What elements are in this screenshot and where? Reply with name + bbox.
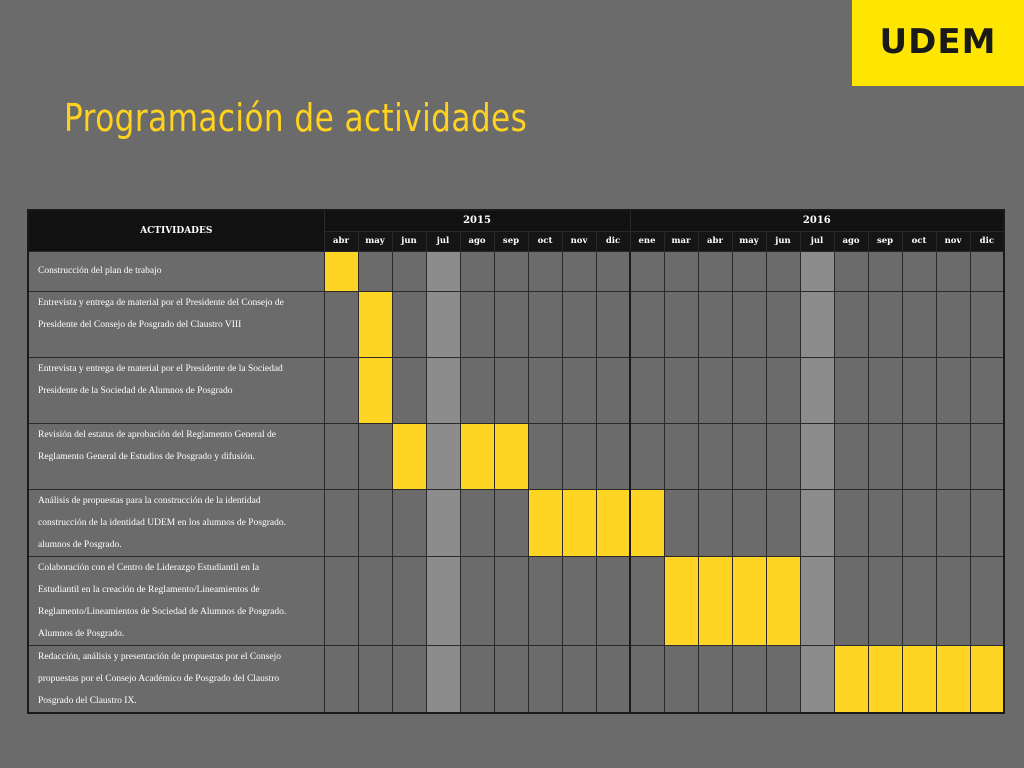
month-header: sep [868,231,902,251]
schedule-cell [528,556,562,645]
schedule-cell [902,489,936,556]
schedule-cell [358,251,392,291]
schedule-cell [596,645,630,713]
schedule-cell [834,423,868,489]
month-header: mar [664,231,698,251]
schedule-cell [596,357,630,423]
schedule-cell [902,251,936,291]
schedule-cell [970,489,1004,556]
schedule-cell [630,423,664,489]
month-header: jun [392,231,426,251]
udem-logo [852,0,1024,86]
schedule-cell [426,645,460,713]
schedule-cell-active [902,645,936,713]
schedule-cell [766,357,800,423]
schedule-cell [664,251,698,291]
schedule-cell [834,357,868,423]
schedule-cell [868,291,902,357]
schedule-cell [664,423,698,489]
schedule-cell [698,489,732,556]
activity-label [28,423,324,489]
schedule-cell [970,357,1004,423]
activity-row [28,357,1004,423]
page-title: Programación de actividades [64,96,528,140]
month-header: sep [494,231,528,251]
schedule-cell [800,489,834,556]
schedule-cell [970,251,1004,291]
activity-label-line: Reglamento/Lineamientos de Sociedad de Alumnos de Posgrado. [38,606,287,617]
schedule-cell [426,489,460,556]
activity-label-line: Construcción del plan de trabajo [38,265,162,276]
schedule-cell [698,291,732,357]
activity-label-line: Colaboración con el Centro de Liderazgo Estudiantil en la [38,562,260,573]
month-header: ene [630,231,664,251]
schedule-cell [630,357,664,423]
schedule-cell [766,251,800,291]
schedule-cell [324,645,358,713]
schedule-cell [902,423,936,489]
schedule-cell [936,556,970,645]
schedule-cell [664,357,698,423]
month-header: oct [528,231,562,251]
schedule-cell [902,291,936,357]
schedule-cell [324,357,358,423]
month-header: may [732,231,766,251]
schedule-cell-active [392,423,426,489]
month-header: nov [562,231,596,251]
activity-row [28,489,1004,556]
schedule-cell [800,423,834,489]
activity-label-line: Presidente del Consejo de Posgrado del Claustro VIII [38,319,242,330]
schedule-cell [800,556,834,645]
schedule-cell [970,423,1004,489]
schedule-cell [460,291,494,357]
schedule-cell-active [460,423,494,489]
activity-label-line: alumnos de Posgrado. [38,539,122,550]
schedule-cell-active [358,357,392,423]
schedule-cell [732,489,766,556]
schedule-cell [834,251,868,291]
schedule-cell [324,556,358,645]
schedule-cell [698,645,732,713]
schedule-cell-active [766,556,800,645]
activity-label [28,357,324,423]
activity-label [28,645,324,713]
schedule-cell [970,556,1004,645]
schedule-cell [664,645,698,713]
schedule-cell [562,645,596,713]
schedule-cell [732,357,766,423]
activity-label-line: construcción de la identidad UDEM en los alumnos de Posgrado. [38,517,287,528]
year-header-2016: 2016 [630,210,1004,231]
activity-label-line: Entrevista y entrega de material por el Presidente de la Sociedad [38,363,283,374]
schedule-cell [936,423,970,489]
schedule-cell [494,489,528,556]
schedule-cell [392,556,426,645]
schedule-cell [528,645,562,713]
schedule-cell [936,357,970,423]
schedule-cell [800,645,834,713]
schedule-cell [460,357,494,423]
activity-row [28,645,1004,713]
schedule-cell-active [494,423,528,489]
schedule-cell [596,556,630,645]
schedule-cell [562,357,596,423]
activity-label-line: Redacción, análisis y presentación de propuestas por el Consejo [38,651,281,662]
activity-schedule-table [27,209,1005,714]
schedule-cell [426,251,460,291]
schedule-cell [664,291,698,357]
schedule-cell [800,357,834,423]
schedule-cell-active [732,556,766,645]
schedule-cell [528,291,562,357]
schedule-cell-active [358,291,392,357]
schedule-cell [902,556,936,645]
schedule-cell [426,291,460,357]
schedule-cell [596,251,630,291]
activity-label [28,489,324,556]
schedule-cell-active [834,645,868,713]
activity-label [28,251,324,291]
schedule-cell [698,251,732,291]
schedule-cell [426,423,460,489]
schedule-cell [732,291,766,357]
schedule-cell-active [596,489,630,556]
schedule-cell [494,291,528,357]
schedule-cell [494,357,528,423]
schedule-cell [936,291,970,357]
activity-label-line: Alumnos de Posgrado. [38,628,125,639]
schedule-cell [868,423,902,489]
schedule-cell [528,251,562,291]
schedule-cell [562,251,596,291]
activity-label-line: Revisión del estatus de aprobación del Reglamento General de [38,429,276,440]
schedule-cell [868,489,902,556]
activity-row [28,251,1004,291]
schedule-cell [392,251,426,291]
schedule-cell [358,489,392,556]
schedule-cell [834,556,868,645]
schedule-cell [630,556,664,645]
schedule-cell [766,489,800,556]
schedule-cell [494,251,528,291]
schedule-cell [426,556,460,645]
activity-row [28,291,1004,357]
schedule-cell [868,251,902,291]
schedule-cell-active [970,645,1004,713]
schedule-cell [936,489,970,556]
schedule-cell-active [868,645,902,713]
month-header: oct [902,231,936,251]
month-header: ago [460,231,494,251]
schedule-cell [834,489,868,556]
logo-text: UDEM [879,22,997,62]
activity-label-line: Análisis de propuestas para la construcción de la identidad [38,495,261,506]
schedule-cell [766,423,800,489]
schedule-cell [732,645,766,713]
schedule-cell [868,556,902,645]
schedule-cell [698,423,732,489]
schedule-cell [562,423,596,489]
year-header-2015: 2015 [324,210,630,231]
month-header: jun [766,231,800,251]
schedule-cell [800,251,834,291]
schedule-cell [358,423,392,489]
activity-label [28,291,324,357]
schedule-cell-active [324,251,358,291]
schedule-cell [868,357,902,423]
schedule-cell [766,645,800,713]
activity-label [28,556,324,645]
schedule-cell [664,489,698,556]
schedule-cell [358,645,392,713]
schedule-cell [970,291,1004,357]
schedule-cell [562,291,596,357]
activity-row [28,423,1004,489]
activities-header: ACTIVIDADES [28,210,324,251]
schedule-cell [902,357,936,423]
activity-label-line: Estudiantil en la creación de Reglamento/Lineamientos de [38,584,260,595]
schedule-cell [698,357,732,423]
schedule-cell [630,251,664,291]
activity-label-line: Reglamento General de Estudios de Posgrado y difusión. [38,451,255,462]
month-header: ago [834,231,868,251]
schedule-cell [732,251,766,291]
schedule-cell [528,357,562,423]
schedule-cell [800,291,834,357]
schedule-cell [834,291,868,357]
schedule-cell [392,489,426,556]
schedule-cell [324,423,358,489]
schedule-cell [596,291,630,357]
schedule-cell [766,291,800,357]
schedule-cell [460,251,494,291]
schedule-cell [494,645,528,713]
schedule-cell [630,291,664,357]
month-header: abr [698,231,732,251]
activity-label-line: Posgrado del Claustro IX. [38,695,137,706]
schedule-cell [426,357,460,423]
month-header: nov [936,231,970,251]
schedule-cell-active [528,489,562,556]
schedule-cell [358,556,392,645]
schedule-cell [392,357,426,423]
schedule-cell-active [630,489,664,556]
month-header: may [358,231,392,251]
activity-row [28,556,1004,645]
schedule-cell-active [562,489,596,556]
year-header-row [28,210,1004,231]
month-header: dic [596,231,630,251]
schedule-cell [392,645,426,713]
schedule-cell-active [936,645,970,713]
schedule-cell-active [664,556,698,645]
schedule-cell [460,645,494,713]
month-header: dic [970,231,1004,251]
month-header: abr [324,231,358,251]
activity-label-line: Presidente de la Sociedad de Alumnos de Posgrado [38,385,233,396]
activity-label-line: Entrevista y entrega de material por el Presidente del Consejo de [38,297,284,308]
schedule-cell [460,489,494,556]
month-header: jul [800,231,834,251]
schedule-cell-active [698,556,732,645]
schedule-cell [324,291,358,357]
month-header: jul [426,231,460,251]
schedule-cell [630,645,664,713]
schedule-cell [528,423,562,489]
schedule-cell [732,423,766,489]
schedule-cell [392,291,426,357]
activity-label-line: propuestas por el Consejo Académico de Posgrado del Claustro [38,673,280,684]
schedule-cell [460,556,494,645]
schedule-cell [596,423,630,489]
schedule-cell [324,489,358,556]
schedule-cell [562,556,596,645]
schedule-cell [494,556,528,645]
schedule-cell [936,251,970,291]
